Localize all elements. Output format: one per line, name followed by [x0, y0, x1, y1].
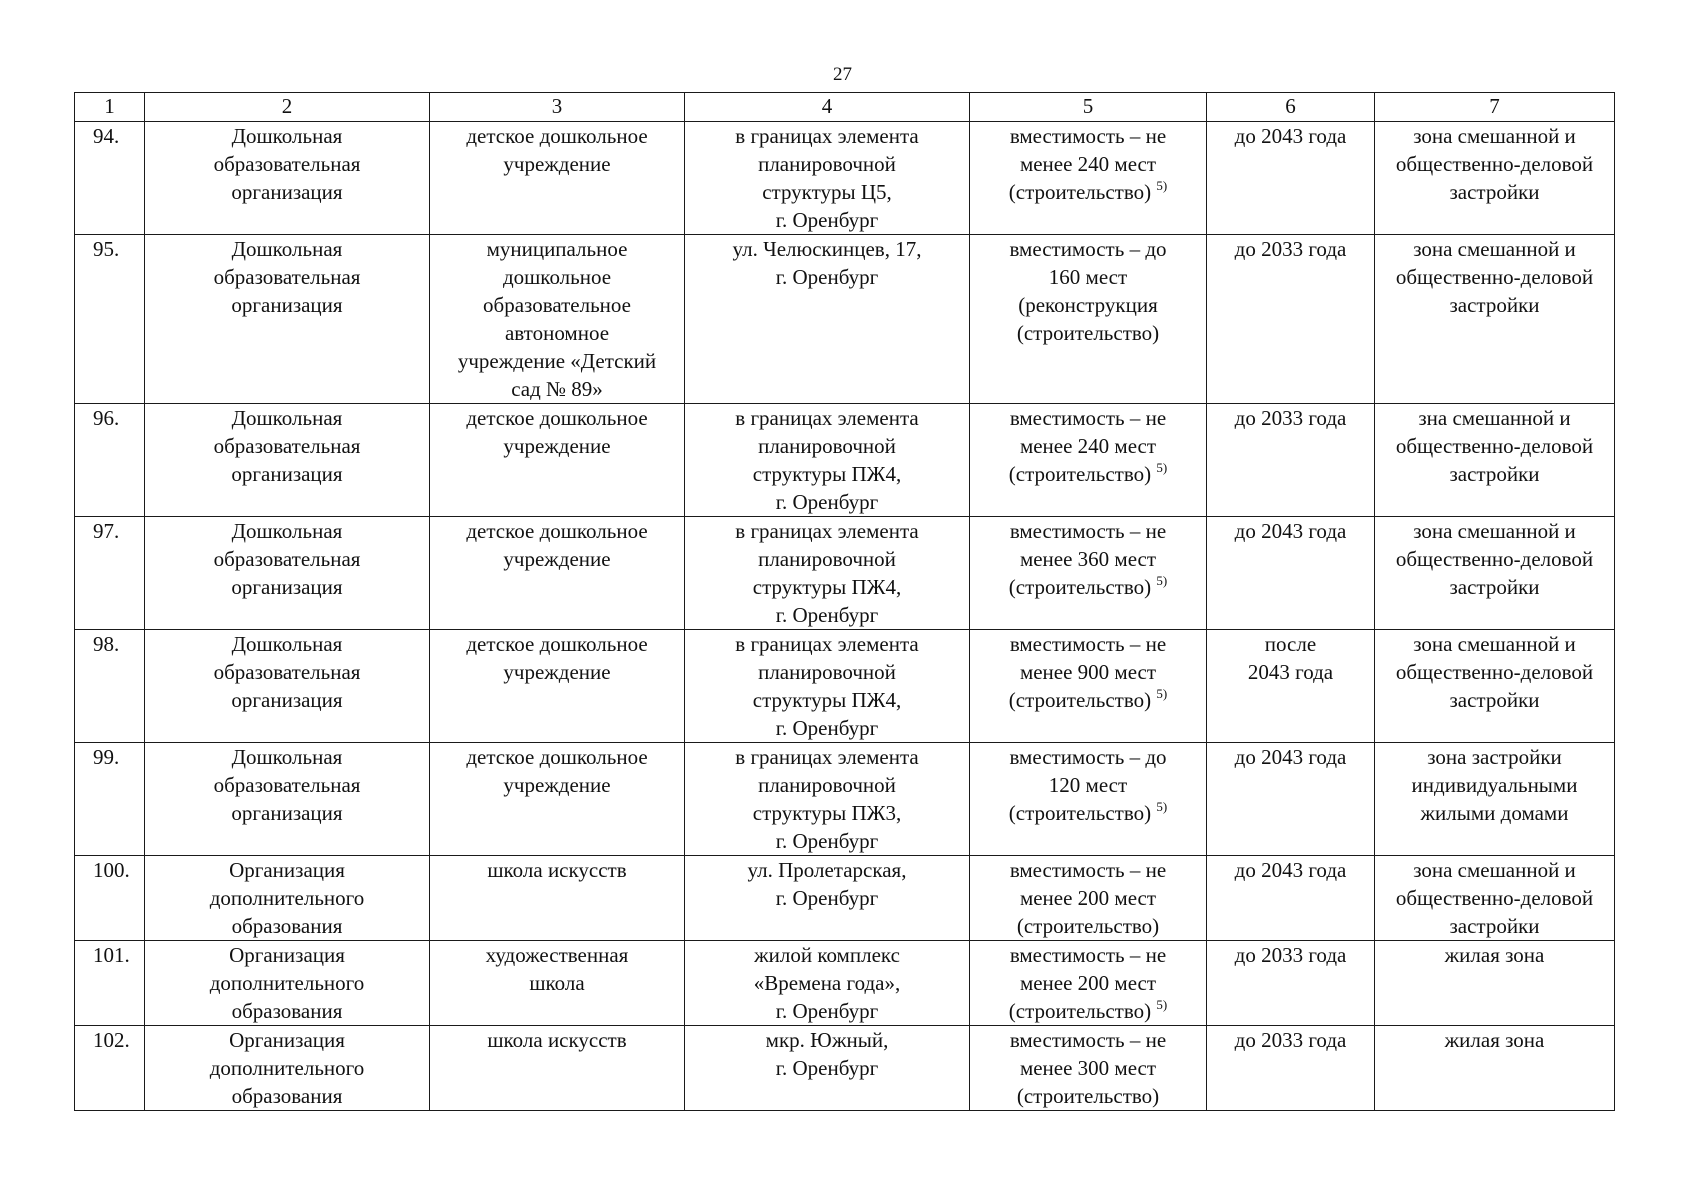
footnote-mark: 5) [1156, 178, 1168, 193]
capacity-text: вместимость – до 120 мест (строительство) [1008, 745, 1167, 825]
facility-capacity [970, 235, 1207, 404]
functional-zone: зона смешанной и общественно-деловой застройки [1375, 122, 1615, 235]
facility-name: художественная школа [430, 941, 685, 1026]
page-number: 27 [833, 64, 852, 85]
row-number: 95. [75, 235, 145, 404]
column-header-2: 2 [145, 93, 430, 122]
functional-zone: жилая зона [1375, 1026, 1615, 1111]
facility-capacity [970, 517, 1207, 630]
column-header-4: 4 [685, 93, 970, 122]
table-row [75, 856, 1615, 941]
facility-capacity [970, 1026, 1207, 1111]
capacity-text: вместимость – не менее 200 мест (строительство) [1008, 943, 1167, 1023]
column-header-7: 7 [1375, 93, 1615, 122]
table-row [75, 517, 1615, 630]
facility-type: Организация дополнительного образования [145, 941, 430, 1026]
functional-zone: зона смешанной и общественно-деловой застройки [1375, 630, 1615, 743]
footnote-mark: 5) [1156, 799, 1168, 814]
row-number: 96. [75, 404, 145, 517]
facility-name: школа искусств [430, 1026, 685, 1111]
facility-type: Дошкольная образовательная организация [145, 630, 430, 743]
table-row [75, 235, 1615, 404]
row-number: 97. [75, 517, 145, 630]
row-number: 101. [75, 941, 145, 1026]
implementation-period: до 2043 года [1207, 743, 1375, 856]
facility-type: Дошкольная образовательная организация [145, 517, 430, 630]
functional-zone: зона смешанной и общественно-деловой застройки [1375, 856, 1615, 941]
row-number: 102. [75, 1026, 145, 1111]
facility-name: детское дошкольное учреждение [430, 122, 685, 235]
table-row [75, 743, 1615, 856]
table-row [75, 1026, 1615, 1111]
functional-zone: жилая зона [1375, 941, 1615, 1026]
facility-name: детское дошкольное учреждение [430, 630, 685, 743]
facility-location: в границах элемента планировочной структуры Ц5, г. Оренбург [685, 122, 970, 235]
facility-type: Дошкольная образовательная организация [145, 404, 430, 517]
facility-capacity [970, 941, 1207, 1026]
facility-location: жилой комплекс «Времена года», г. Оренбург [685, 941, 970, 1026]
capacity-text: вместимость – не менее 240 мест (строительство) [1008, 406, 1167, 486]
functional-zone: зона смешанной и общественно-деловой застройки [1375, 235, 1615, 404]
facility-capacity [970, 122, 1207, 235]
facility-capacity [970, 856, 1207, 941]
row-number: 100. [75, 856, 145, 941]
facility-name: муниципальное дошкольное образовательное автономное учреждение «Детский сад № 89» [430, 235, 685, 404]
implementation-period: до 2033 года [1207, 1026, 1375, 1111]
column-header-5: 5 [970, 93, 1207, 122]
facility-location: ул. Пролетарская, г. Оренбург [685, 856, 970, 941]
column-header-1: 1 [75, 93, 145, 122]
footnote-mark: 5) [1156, 997, 1168, 1012]
row-number: 99. [75, 743, 145, 856]
facility-capacity [970, 743, 1207, 856]
functional-zone: зона смешанной и общественно-деловой застройки [1375, 517, 1615, 630]
capacity-text: вместимость – до 160 мест (реконструкция (строительство) [1009, 237, 1167, 345]
column-header-3: 3 [430, 93, 685, 122]
facility-name: детское дошкольное учреждение [430, 404, 685, 517]
table-row [75, 122, 1615, 235]
capacity-text: вместимость – не менее 300 мест (строительство) [1009, 1028, 1167, 1108]
table-row [75, 630, 1615, 743]
facility-location: в границах элемента планировочной структуры ПЖ4, г. Оренбург [685, 404, 970, 517]
capacity-text: вместимость – не менее 360 мест (строительство) [1008, 519, 1167, 599]
capacity-text: вместимость – не менее 900 мест (строительство) [1008, 632, 1167, 712]
implementation-period: до 2033 года [1207, 941, 1375, 1026]
implementation-period: до 2043 года [1207, 122, 1375, 235]
facilities-table [74, 92, 1615, 1111]
facility-location: мкр. Южный, г. Оренбург [685, 1026, 970, 1111]
facility-name: школа искусств [430, 856, 685, 941]
row-number: 98. [75, 630, 145, 743]
row-number: 94. [75, 122, 145, 235]
table-row [75, 941, 1615, 1026]
facility-location: ул. Челюскинцев, 17, г. Оренбург [685, 235, 970, 404]
facility-type: Дошкольная образовательная организация [145, 743, 430, 856]
column-header-6: 6 [1207, 93, 1375, 122]
facility-location: в границах элемента планировочной структуры ПЖ3, г. Оренбург [685, 743, 970, 856]
facility-location: в границах элемента планировочной структуры ПЖ4, г. Оренбург [685, 630, 970, 743]
capacity-text: вместимость – не менее 240 мест (строительство) [1008, 124, 1167, 204]
capacity-text: вместимость – не менее 200 мест (строительство) [1009, 858, 1167, 938]
facility-location: в границах элемента планировочной структуры ПЖ4, г. Оренбург [685, 517, 970, 630]
implementation-period: до 2043 года [1207, 856, 1375, 941]
implementation-period: после 2043 года [1207, 630, 1375, 743]
facility-capacity [970, 630, 1207, 743]
facility-name: детское дошкольное учреждение [430, 743, 685, 856]
column-number-row [75, 93, 1615, 122]
facility-capacity [970, 404, 1207, 517]
footnote-mark: 5) [1156, 573, 1168, 588]
table-row [75, 404, 1615, 517]
implementation-period: до 2033 года [1207, 235, 1375, 404]
facility-name: детское дошкольное учреждение [430, 517, 685, 630]
facility-type: Организация дополнительного образования [145, 856, 430, 941]
facility-type: Организация дополнительного образования [145, 1026, 430, 1111]
table-body [75, 122, 1615, 1111]
facility-type: Дошкольная образовательная организация [145, 122, 430, 235]
functional-zone: зна смешанной и общественно-деловой застройки [1375, 404, 1615, 517]
functional-zone: зона застройки индивидуальными жилыми домами [1375, 743, 1615, 856]
footnote-mark: 5) [1156, 686, 1168, 701]
footnote-mark: 5) [1156, 460, 1168, 475]
implementation-period: до 2033 года [1207, 404, 1375, 517]
implementation-period: до 2043 года [1207, 517, 1375, 630]
facility-type: Дошкольная образовательная организация [145, 235, 430, 404]
